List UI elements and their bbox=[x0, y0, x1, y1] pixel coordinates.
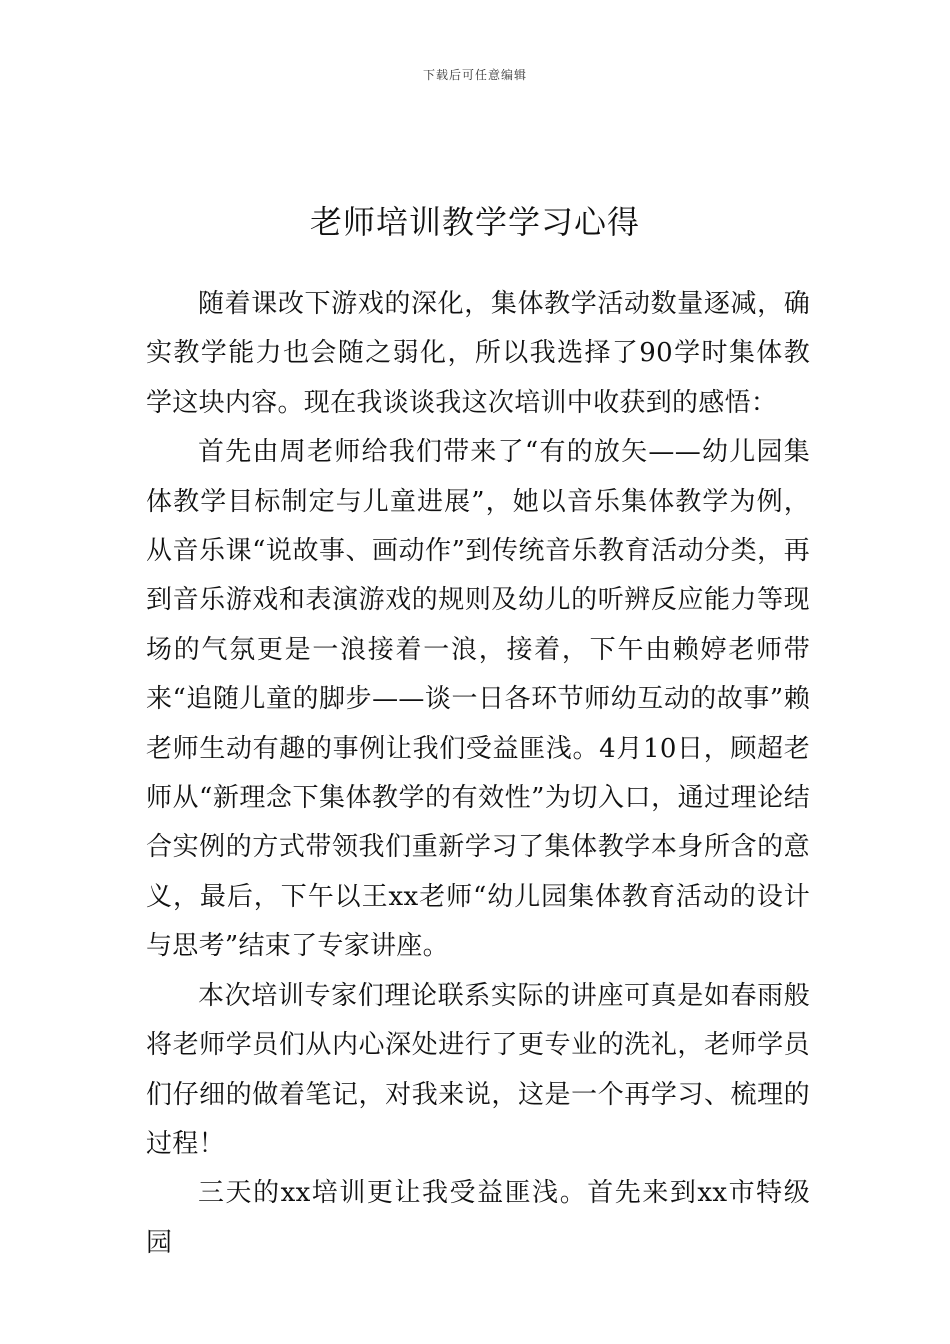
paragraph-1: 随着课改下游戏的深化，集体教学活动数量逐减，确实教学能力也会随之弱化，所以我选择了90学时集体教学这块内容。现在我谈谈我这次培训中收获到的感悟： bbox=[146, 289, 810, 418]
document-body bbox=[146, 280, 810, 1268]
paragraph-2: 首先由周老师给我们带来了“有的放矢——幼儿园集体教学目标制定与儿童进展”，她以音乐集体教学为例，从音乐课“说故事、画动作”到传统音乐教育活动分类，再到音乐游戏和表演游戏的规则及幼儿的听辨反应能力等现场的气氛更是一浪接着一浪，接着，下午由赖婷老师带来“追随儿童的脚步——谈一日各环节师幼互动的故事”赖老师生动有趣的事例让我们受益匪浅。4月10日，顾超老师从“新理念下集体教学的有效性”为切入口，通过理论结合实例的方式带领我们重新学习了集体教学本身所含的意义，最后，下午以王xx老师“幼儿园集体教育活动的设计与思考”结束了专家讲座。 bbox=[146, 437, 810, 962]
paragraph-4: 三天的xx培训更让我受益匪浅。首先来到xx市特级园 bbox=[146, 1178, 810, 1258]
paragraph-3: 本次培训专家们理论联系实际的讲座可真是如春雨般将老师学员们从内心深处进行了更专业的洗礼，老师学员们仔细的做着笔记，对我来说，这是一个再学习、梳理的过程！ bbox=[146, 980, 810, 1159]
document-title: 老师培训教学学习心得 bbox=[309, 203, 640, 242]
header-note: 下载后可任意编辑 bbox=[422, 68, 527, 82]
